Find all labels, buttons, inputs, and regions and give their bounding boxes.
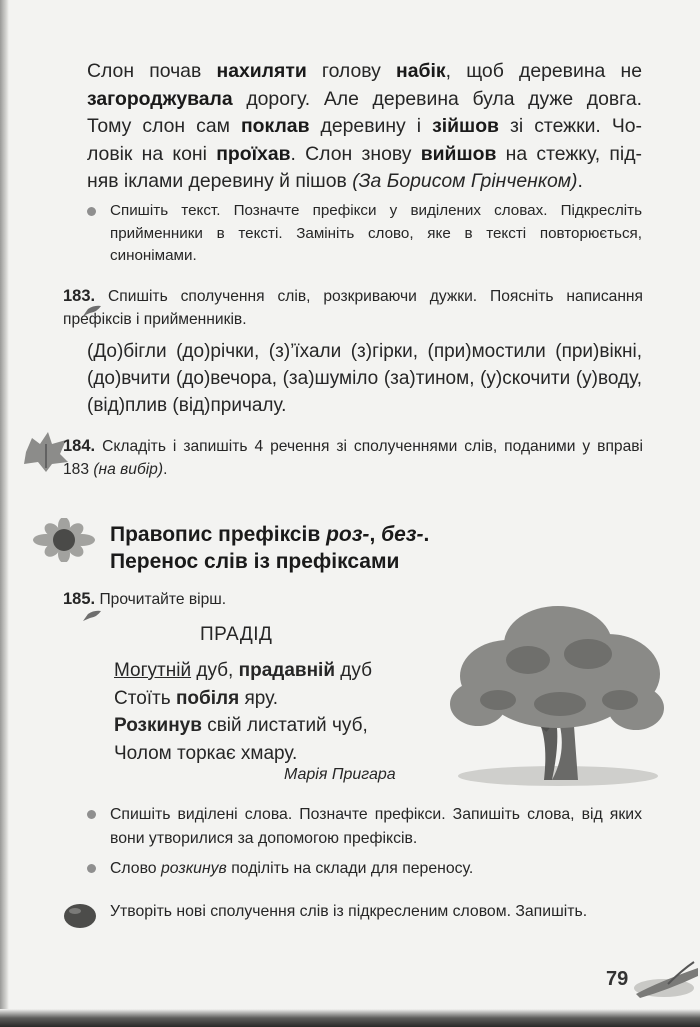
page-number: 79 (606, 968, 629, 990)
bullet-icon (87, 864, 96, 873)
section-heading: Правопис префіксів роз-, без-. Перенос слів із префіксами (110, 523, 430, 573)
task-185-2: Слово розкинув поділіть на склади для переносу. (87, 857, 642, 881)
poem-author: Марія Пригара (284, 766, 396, 783)
sunflower-icon (32, 518, 96, 562)
bullet-icon (87, 207, 96, 216)
task-185-1: Спишіть виділені слова. Позначте префікси. Запишіть слова, від яких вони утворилися за допомогою префіксів. (87, 803, 642, 851)
poem: Могутній дуб, прадавній дуб Стоїть побіля яру. Розкинув свій листатий чуб, Чолом торкає хмару. (114, 660, 372, 764)
exercise-185-instruction: 185. Прочитайте вірш. (63, 590, 227, 608)
intro-paragraph: Слон почав нахиляти голову набік, щоб деревина не загороджувала дорогу. Але деревина була дуже довга. Тому слон сам поклав деревину і зійшов зі стежки. Чо- ловік на коні проїхав. Слон знову вийшов на стежку, під- няв іклами деревину й пішов (За Борисом Грінченком). (87, 60, 643, 192)
tree-illustration (448, 604, 666, 788)
exercise-183-text: (До)бігли (до)річки, (з)’їхали (з)гірки, (при)мостили (при)вікні, (до)вчити (до)вечора, (за)шуміло (за)тином, (у)скочити (у)воду, (від)плив (від)причалу. (87, 341, 642, 416)
page-binding-shadow (0, 0, 9, 1027)
bullet-icon (87, 810, 96, 819)
page-bottom-edge (0, 1009, 700, 1027)
stone-icon (62, 900, 98, 930)
poem-title: ПРАДІД (200, 624, 273, 645)
pen-icon (82, 305, 102, 317)
exercise-184-instruction: 184. Складіть і запишіть 4 речення зі сполученнями слів, поданими у вправі 183 (на вибір). (63, 437, 644, 478)
exercise-183-instruction: 183. Спишіть сполучення слів, розкриваючи дужки. Поясніть написання префіксів і прийменників. (63, 287, 643, 328)
task-intro: Спишіть текст. Позначте префікси у виділених словах. Підкресліть прийменники в тексті. Замініть слово, яке в тексті повторюється, синонімами. (87, 200, 642, 268)
task-185-3: Утворіть нові сполучення слів із підкресленим словом. Запишіть. (110, 903, 588, 920)
pen-icon (628, 958, 700, 1004)
pen-icon (82, 610, 102, 622)
